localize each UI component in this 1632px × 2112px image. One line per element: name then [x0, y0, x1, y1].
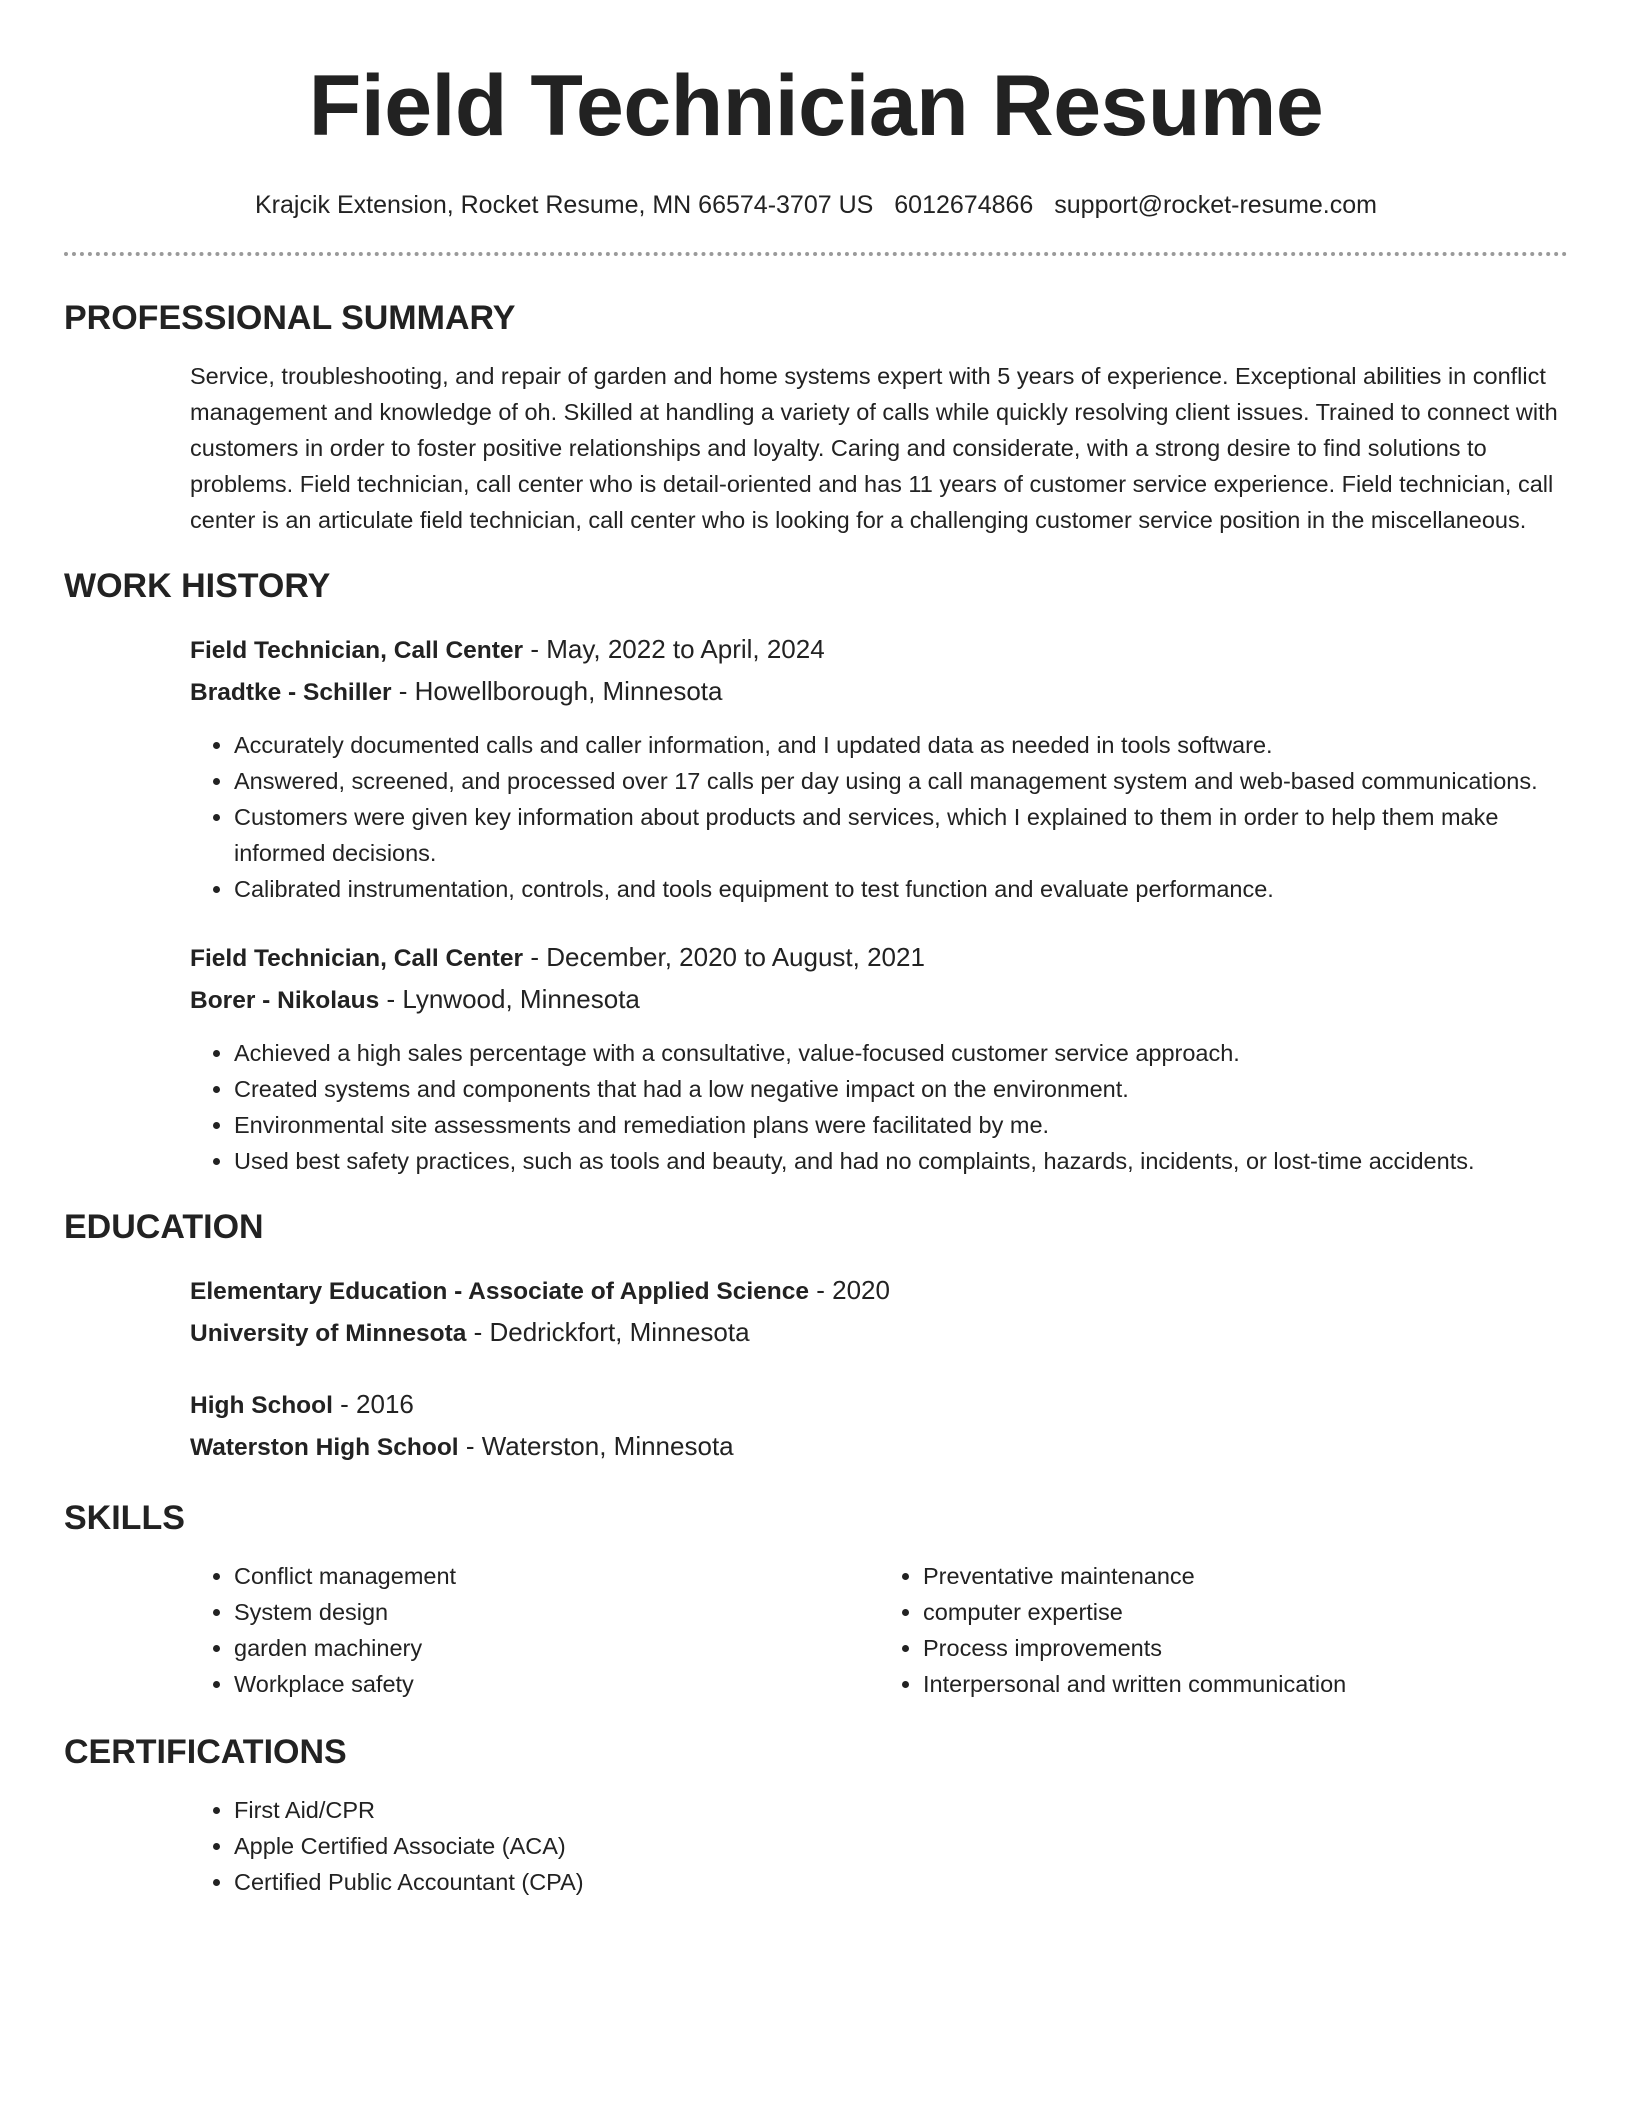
resume-title: Field Technician Resume	[308, 58, 1324, 154]
list-item: • Workplace safety	[234, 1666, 879, 1702]
job-dates: - May, 2022 to April, 2024	[523, 634, 825, 664]
list-item: • Certified Public Accountant (CPA)	[234, 1864, 1568, 1900]
list-item: • Calibrated instrumentation, controls, and tools equipment to test function and evaluate performance.	[234, 871, 1568, 907]
degree-year: - 2020	[809, 1275, 890, 1305]
job-location: - Lynwood, Minnesota	[379, 984, 640, 1014]
contact-phone: 6012674866	[894, 191, 1034, 219]
list-item: • Apple Certified Associate (ACA)	[234, 1828, 1568, 1864]
degree: High School	[190, 1392, 333, 1419]
contact-line	[64, 190, 1568, 220]
list-item: • Interpersonal and written communication	[923, 1666, 1568, 1702]
degree: Elementary Education - Associate of Applied Science	[190, 1278, 810, 1305]
list-item: • First Aid/CPR	[234, 1792, 1568, 1828]
header-divider	[64, 252, 1568, 256]
skills-heading: SKILLS	[64, 1499, 185, 1537]
job-company: Bradtke - Schiller	[190, 679, 392, 706]
summary-body	[190, 358, 1568, 538]
job-entry	[190, 629, 1568, 907]
contact-address: Krajcik Extension, Rocket Resume, MN 66574-3707 US	[254, 191, 874, 219]
job-dates: - December, 2020 to August, 2021	[523, 942, 925, 972]
list-item: • garden machinery	[234, 1630, 879, 1666]
list-item: • computer expertise	[923, 1594, 1568, 1630]
certifications-heading: CERTIFICATIONS	[64, 1733, 347, 1771]
certifications-section	[64, 1732, 1568, 1900]
work-section	[64, 566, 1568, 1179]
school-location: - Dedrickfort, Minnesota	[466, 1317, 750, 1347]
skills-list-right	[879, 1558, 1568, 1702]
job-title: Field Technician, Call Center	[190, 945, 524, 972]
school-line	[190, 1312, 1568, 1354]
education-entry	[190, 1384, 1568, 1468]
school: Waterston High School	[190, 1434, 459, 1461]
list-item: • Process improvements	[923, 1630, 1568, 1666]
summary-text: Service, troubleshooting, and repair of garden and home systems expert with 5 years of experience. Exceptional abilities in conflict management and knowledge of oh. Skilled at handling a variety of calls while quickly resolving client issues. Trained to connect with customers in order to foster positive relationships and loyalty. Caring and considerate, with a strong desire to find solutions to problems. Field technician, call center who is detail-oriented and has 11 years of customer service experience. Field technician, call center is an articulate field technician, call center who is looking for a challenging customer service position in the miscellaneous.	[190, 363, 1558, 533]
job-company: Borer - Nikolaus	[190, 987, 380, 1014]
list-item: • Preventative maintenance	[923, 1558, 1568, 1594]
summary-section	[64, 298, 1568, 538]
job-title: Field Technician, Call Center	[190, 637, 524, 664]
job-bullets	[190, 1035, 1568, 1179]
list-item: • Used best safety practices, such as tools and beauty, and had no complaints, hazards, incidents, or lost-time accidents.	[234, 1143, 1568, 1179]
school-location: - Waterston, Minnesota	[458, 1431, 734, 1461]
list-item: • System design	[234, 1594, 879, 1630]
work-heading: WORK HISTORY	[64, 567, 331, 605]
degree-line	[190, 1384, 1568, 1426]
list-item: • Accurately documented calls and caller information, and I updated data as needed in tools software.	[234, 727, 1568, 763]
job-bullets	[190, 727, 1568, 907]
job-title-line	[190, 937, 1568, 979]
job-company-line	[190, 979, 1568, 1021]
list-item: • Answered, screened, and processed over 17 calls per day using a call management system and web-based communications.	[234, 763, 1568, 799]
school: University of Minnesota	[190, 1320, 467, 1347]
list-item: • Customers were given key information about products and services, which I explained to them in order to help them make informed decisions.	[234, 799, 1568, 871]
certifications-list	[190, 1792, 1568, 1900]
job-title-line	[190, 629, 1568, 671]
degree-line	[190, 1270, 1568, 1312]
summary-heading: PROFESSIONAL SUMMARY	[64, 299, 516, 337]
contact-email: support@rocket-resume.com	[1054, 191, 1377, 219]
skills-grid	[190, 1558, 1568, 1702]
education-heading: EDUCATION	[64, 1208, 264, 1246]
degree-year: - 2016	[332, 1389, 414, 1419]
job-entry	[190, 937, 1568, 1179]
list-item: • Environmental site assessments and remediation plans were facilitated by me.	[234, 1107, 1568, 1143]
list-item: • Created systems and components that had a low negative impact on the environment.	[234, 1071, 1568, 1107]
job-location: - Howellborough, Minnesota	[391, 676, 723, 706]
skills-list-left	[190, 1558, 879, 1702]
job-company-line	[190, 671, 1568, 713]
education-entry	[190, 1270, 1568, 1354]
list-item: • Achieved a high sales percentage with a consultative, value-focused customer service approach.	[234, 1035, 1568, 1071]
certifications-body	[190, 1792, 1568, 1900]
list-item: • Conflict management	[234, 1558, 879, 1594]
education-section	[64, 1207, 1568, 1468]
school-line	[190, 1426, 1568, 1468]
skills-section	[64, 1498, 1568, 1702]
